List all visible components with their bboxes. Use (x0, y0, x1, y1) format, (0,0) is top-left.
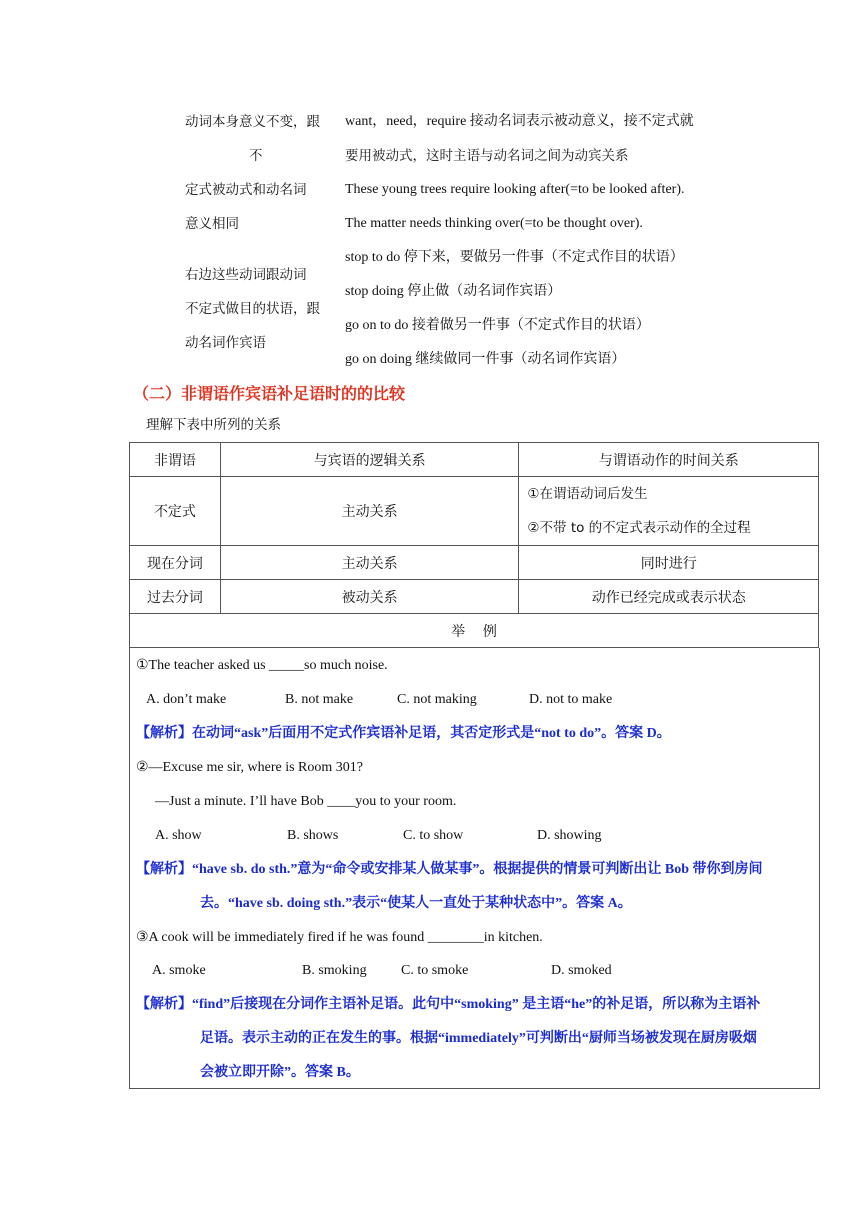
header-cell: 与宾语的逻辑关系 (220, 443, 519, 477)
option-b: B. smoking (302, 963, 367, 978)
option-c: C. to show (403, 828, 464, 843)
option-c: C. not making (397, 692, 477, 707)
example-2-analysis-line-1: 【解析】“have sb. do sth.”意为“命令或安排某人做某事”。根据提供的情景可判断出让 Bob 带你到房间 (136, 862, 763, 877)
example-3-analysis-line-3: 会被立即开除”。答案 B。 (200, 1065, 360, 1080)
logic-cell: 主动关系 (220, 477, 519, 546)
right-text-1: want，need，require 接动名词表示被动意义，接不定式就 (345, 114, 694, 129)
comparison-table (129, 442, 819, 648)
left-text-3: 定式被动式和动名词 (185, 182, 307, 198)
time-cell (519, 477, 819, 546)
form-cell: 过去分词 (130, 580, 221, 614)
example-2-analysis-line-2: 去。“have sb. doing sth.”表示“使某人一直处于某种状态中”。答案 A。 (200, 896, 632, 911)
left-text-4: 意义相同 (185, 216, 239, 232)
header-cell: 非谓语 (130, 443, 221, 477)
left-text-6: 不定式做目的状语，跟 (185, 301, 320, 317)
right-text-7: go on to do 接着做另一件事（不定式作目的状语） (345, 318, 650, 333)
logic-cell: 主动关系 (220, 546, 519, 580)
option-a: A. don’t make (146, 692, 227, 707)
time-cell: 动作已经完成或表示状态 (519, 580, 819, 614)
table-row (130, 580, 819, 614)
time-cell: 同时进行 (519, 546, 819, 580)
header-cell: 与谓语动作的时间关系 (519, 443, 819, 477)
example-1-analysis: 【解析】在动词“ask”后面用不定式作宾语补足语，其否定形式是“not to do”。答案 D。 (136, 726, 671, 741)
right-text-5: stop to do 停下来，要做另一件事（不定式作目的状语） (345, 250, 684, 265)
example-3-analysis-line-1: 【解析】“find”后接现在分词作主语补足语。此句中“smoking” 是主语“he”的补足语，所以称为主语补 (136, 997, 761, 1012)
example-2-question: ②—Excuse me sir, where is Room 301? (136, 760, 364, 775)
example-3-analysis-line-2: 足语。表示主动的正在发生的事。根据“immediately”可判断出“厨师当场被发现在厨房吸烟 (200, 1031, 757, 1046)
right-text-3: These young trees require looking after(=to be looked after). (345, 182, 685, 197)
left-text-1: 动词本身意义不变，跟 (185, 114, 320, 130)
example-1-question: ①The teacher asked us _____so much noise. (136, 658, 388, 673)
time-line-1: ①在谓语动词后发生 (527, 486, 648, 502)
option-b: B. shows (287, 828, 339, 843)
right-text-2: 要用被动式，这时主语与动名词之间为动宾关系 (345, 148, 629, 164)
example-header: 举 例 (130, 614, 819, 648)
intro-text: 理解下表中所列的关系 (146, 417, 281, 433)
right-text-6: stop doing 停止做（动名词作宾语） (345, 284, 562, 299)
time-line-2: ②不带 to 的不定式表示动作的全过程 (527, 520, 751, 536)
option-c: C. to smoke (401, 963, 469, 978)
option-d: D. smoked (551, 963, 612, 978)
left-text-7: 动名词作宾语 (185, 335, 266, 351)
option-d: D. showing (537, 828, 602, 843)
right-text-8: go on doing 继续做同一件事（动名词作宾语） (345, 352, 626, 367)
option-a: A. smoke (152, 963, 206, 978)
logic-cell: 被动关系 (220, 580, 519, 614)
option-d: D. not to make (529, 692, 613, 707)
left-text-5: 右边这些动词跟动词 (185, 267, 307, 283)
table-header-row (130, 443, 819, 477)
section-heading: （二）非谓语作宾语补足语时的的比较 (133, 384, 406, 403)
example-3-question: ③A cook will be immediately fired if he was found ________in kitchen. (136, 930, 543, 945)
form-cell: 不定式 (130, 477, 221, 546)
table-row (130, 477, 819, 546)
form-cell: 现在分词 (130, 546, 221, 580)
table-row (130, 546, 819, 580)
option-a: A. show (155, 828, 202, 843)
right-text-4: The matter needs thinking over(=to be thought over). (345, 216, 643, 231)
example-2-question-line2: —Just a minute. I’ll have Bob ____you to your room. (155, 794, 457, 809)
left-text-2: 不 (249, 148, 263, 164)
example-header-row (130, 614, 819, 648)
option-b: B. not make (285, 692, 354, 707)
